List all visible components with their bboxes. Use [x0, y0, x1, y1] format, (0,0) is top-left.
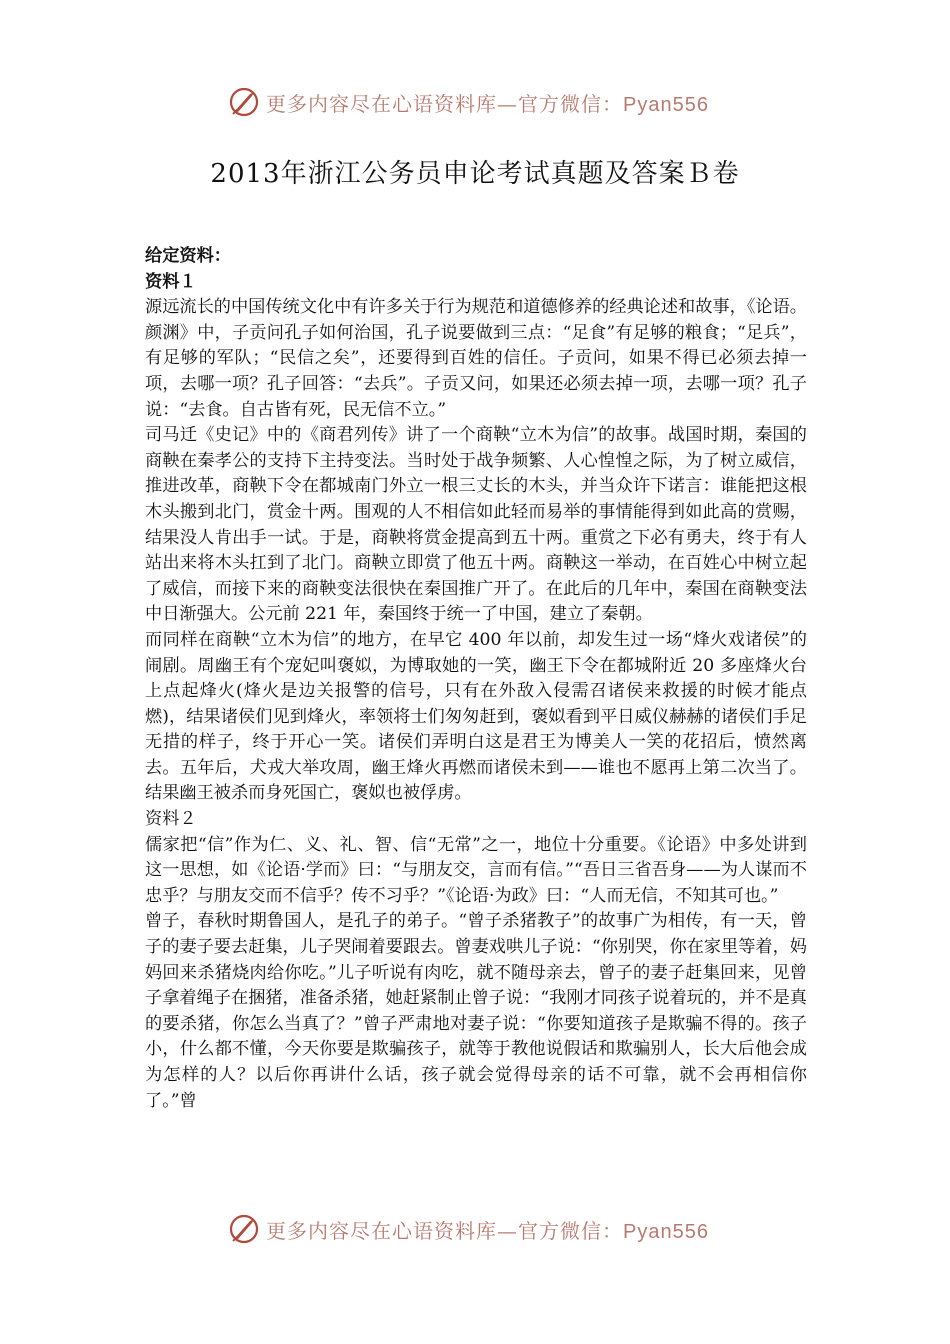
section-heading: 给定资料： — [145, 246, 231, 266]
quill-in-circle-icon — [228, 86, 260, 118]
watermark-banner-top — [0, 82, 950, 122]
quill-in-circle-icon — [228, 1213, 260, 1245]
material1-paragraph: 而同样在商鞅“立木为信”的地方，在早它 400 年以前，却发生过一场“烽火戏诸侯”的闹剧。周幽王有个宠妃叫褒姒，为博取她的一笑，幽王下令在都城附近 20 多座烽火台上点起烽火(烽火是边关报警的信号，只有在外敌入侵需召诸侯来救援的时候才能点燃)，结果诸侯们见到烽火，率领将士们匆匆赶到，褒姒看到平日威仪赫赫的诸侯们手足无措的样子，终于开心一笑。诸侯们弄明白这是君王为博美人一笑的花招后，愤然离去。五年后，犬戎大举攻周，幽王烽火再燃而诸侯未到——谁也不愿再上第二次当了。结果幽王被杀而身死国亡，褒姒也被俘虏。 — [145, 629, 807, 804]
material1-heading: 资料１ — [145, 271, 197, 292]
document-body — [145, 244, 807, 1114]
material2-heading: 资料２ — [145, 809, 197, 830]
watermark-banner-bottom — [0, 1209, 950, 1249]
watermark-text — [266, 1215, 709, 1244]
material1-paragraph: 司马迁《史记》中的《商君列传》讲了一个商鞅“立木为信”的故事。战国时期，秦国的商鞅在秦孝公的支持下主持变法。当时处于战争频繁、人心惶惶之际，为了树立威信，推进改革，商鞅下令在都城南门外立一根三丈长的木头，并当众许下诺言：谁能把这根木头搬到北门，赏金十两。围观的人不相信如此轻而易举的事情能得到如此高的赏赐，结果没人肯出手一试。于是，商鞅将赏金提高到五十两。重赏之下必有勇夫，终于有人站出来将木头扛到了北门。商鞅立即赏了他五十两。商鞅这一举动，在百姓心中树立起了威信，而接下来的商鞅变法很快在秦国推广开了。在此后的几年中，秦国在商鞅变法中日渐强大。公元前 221 年，秦国终于统一了中国，建立了秦朝。 — [145, 425, 807, 625]
material2-paragraph: 儒家把“信”作为仁、义、礼、智、信“无常”之一，地位十分重要。《论语》中多处讲到这一思想，如《论语·学而》曰：“与朋友交，言而有信。”“吾日三省吾身——为人谋而不忠乎？与朋友交而不信乎？传不习乎？”《论语·为政》曰：“人而无信，不知其可也。” — [145, 834, 807, 906]
watermark-label: 更多内容尽在心语资料库—官方微信： — [266, 92, 623, 116]
material2-paragraph: 曾子，春秋时期鲁国人，是孔子的弟子。“曾子杀猪教子”的故事广为相传，有一天，曾子的妻子要去赶集，儿子哭闹着要跟去。曾妻戏哄儿子说：“你别哭，你在家里等着，妈妈回来杀猪烧肉给你吃。”儿子听说有肉吃，就不随母亲去，曾子的妻子赶集回来，见曾子拿着绳子在捆猪，准备杀猪，她赶紧制止曾子说：“我刚才同孩子说着玩的，并不是真的要杀猪，你怎么当真了？”曾子严肃地对妻子说：“你要知道孩子是欺骗不得的。孩子小，什么都不懂，今天你要是欺骗孩子，就等于教他说假话和欺骗别人，长大后他会成为怎样的人？以后你再讲什么话，孩子就会觉得母亲的话不可靠，就不会再相信你了。”曾 — [145, 911, 807, 1111]
material1-paragraph: 源远流长的中国传统文化中有许多关于行为规范和道德修养的经典论述和故事，《论语。颜渊》中，子贡问孔子如何治国，孔子说要做到三点：“足食”有足够的粮食；“足兵”，有足够的军队；“民信之矣”，还要得到百姓的信任。子贡问，如果不得已必须去掉一项，去哪一项？孔子回答：“去兵”。子贡又问，如果还必须去掉一项，去哪一项？孔子说：“去食。自古皆有死，民无信不立。” — [145, 297, 807, 420]
wechat-id: Pyan556 — [623, 94, 709, 116]
watermark-label: 更多内容尽在心语资料库—官方微信： — [266, 1219, 623, 1243]
watermark-text — [266, 88, 709, 117]
wechat-id: Pyan556 — [623, 1221, 709, 1243]
document-title: 2013年浙江公务员申论考试真题及答案Ｂ卷 — [210, 159, 740, 189]
